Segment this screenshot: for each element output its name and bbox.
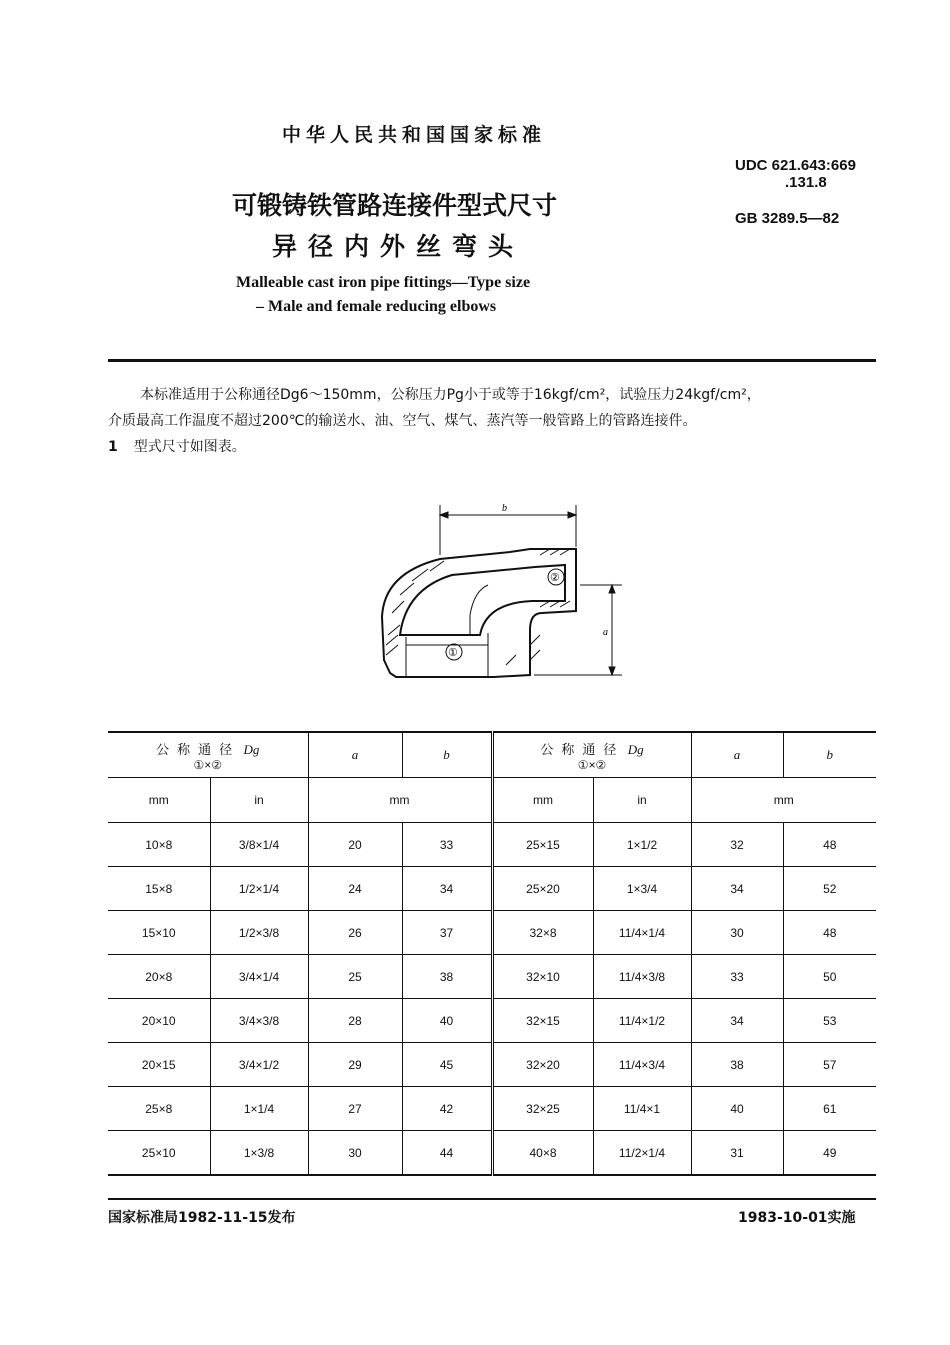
header-dg-text: 公称通径 — [540, 741, 625, 757]
title-cn-line-1: 可锻铸铁管路连接件型式尺寸 — [232, 191, 558, 220]
cell-a: 34 — [691, 867, 783, 911]
table-row — [108, 867, 876, 911]
cell-a: 27 — [308, 1087, 402, 1131]
header-a-right: a — [691, 732, 783, 778]
cell-dg-mm: 32×8 — [492, 911, 593, 955]
table-row — [108, 1087, 876, 1131]
table-row — [108, 1131, 876, 1176]
title-cn-line-2: 异径内外丝弯头 — [272, 232, 525, 261]
cell-b: 49 — [783, 1131, 876, 1176]
cell-b: 40 — [402, 999, 492, 1043]
table-row — [108, 911, 876, 955]
scope-paragraph-line-1: 本标准适用于公称通径Dg6～150mm，公称压力Pg小于或等于16kgf/cm²，试验压力24kgf/cm²， — [140, 387, 761, 403]
cell-dg-in: 1×3/8 — [210, 1131, 308, 1176]
table-row — [108, 823, 876, 867]
label-b: b — [502, 503, 507, 514]
cell-a: 24 — [308, 867, 402, 911]
cell-dg-in: 1×1/4 — [210, 1087, 308, 1131]
cell-b: 50 — [783, 955, 876, 999]
cell-a: 25 — [308, 955, 402, 999]
cell-a: 38 — [691, 1043, 783, 1087]
title-en-line-1: Malleable cast iron pipe fittings—Type size — [236, 274, 531, 291]
cell-b: 53 — [783, 999, 876, 1043]
table-row — [108, 999, 876, 1043]
unit-mm-right: mm — [492, 778, 593, 823]
cell-b: 61 — [783, 1087, 876, 1131]
cell-dg-in: 11/4×3/8 — [593, 955, 691, 999]
standard-body-heading: 中华人民共和国国家标准 — [282, 124, 547, 146]
header-divider — [108, 359, 876, 362]
cell-dg-mm: 25×10 — [108, 1131, 210, 1176]
dimension-table — [108, 731, 876, 1176]
label-end-1: ① — [448, 647, 458, 659]
cell-dg-in: 3/4×3/8 — [210, 999, 308, 1043]
header-dg-left — [108, 732, 308, 778]
cell-dg-in: 11/4×1 — [593, 1087, 691, 1131]
section-heading — [108, 436, 246, 456]
cell-dg-in: 3/4×1/2 — [210, 1043, 308, 1087]
cell-dg-mm: 20×8 — [108, 955, 210, 999]
cell-dg-mm: 20×10 — [108, 999, 210, 1043]
gb-code: GB 3289.5—82 — [735, 210, 840, 227]
cell-dg-in: 1/2×3/8 — [210, 911, 308, 955]
header-dg-right — [492, 732, 691, 778]
cell-dg-in: 1/2×1/4 — [210, 867, 308, 911]
elbow-diagram — [370, 495, 630, 685]
cell-b: 33 — [402, 823, 492, 867]
udc-code — [735, 157, 856, 191]
unit-mm-ab-left: mm — [308, 778, 492, 823]
header-dg-sub: ①×② — [193, 757, 223, 772]
header-a-left: a — [308, 732, 402, 778]
header-dg-text: 公称通径 — [156, 741, 241, 757]
cell-a: 31 — [691, 1131, 783, 1176]
cell-a: 29 — [308, 1043, 402, 1087]
table-row — [108, 955, 876, 999]
cell-b: 57 — [783, 1043, 876, 1087]
cell-b: 34 — [402, 867, 492, 911]
cell-dg-in: 1×3/4 — [593, 867, 691, 911]
cell-a: 34 — [691, 999, 783, 1043]
cell-dg-mm: 10×8 — [108, 823, 210, 867]
cell-a: 28 — [308, 999, 402, 1043]
cell-b: 45 — [402, 1043, 492, 1087]
cell-dg-mm: 32×20 — [492, 1043, 593, 1087]
unit-mm-left: mm — [108, 778, 210, 823]
cell-dg-mm: 25×15 — [492, 823, 593, 867]
section-text: 型式尺寸如图表。 — [133, 439, 246, 455]
cell-a: 20 — [308, 823, 402, 867]
cell-b: 48 — [783, 911, 876, 955]
title-en-line-2: – Male and female reducing elbows — [256, 298, 497, 315]
udc-line-2: .131.8 — [785, 174, 827, 191]
section-number: 1 — [108, 439, 118, 455]
cell-dg-mm: 25×8 — [108, 1087, 210, 1131]
cell-dg-mm: 32×15 — [492, 999, 593, 1043]
cell-b: 42 — [402, 1087, 492, 1131]
centerline-arc — [470, 585, 488, 635]
cell-dg-mm: 15×8 — [108, 867, 210, 911]
unit-in-right: in — [593, 778, 691, 823]
cell-dg-mm: 20×15 — [108, 1043, 210, 1087]
header-dg-symbol: Dg — [627, 741, 644, 757]
header-dg-sub: ①×② — [577, 757, 607, 772]
header-b-left: b — [402, 732, 492, 778]
cell-a: 33 — [691, 955, 783, 999]
cell-dg-mm: 32×25 — [492, 1087, 593, 1131]
elbow-outer-contour — [382, 549, 576, 677]
cell-a: 30 — [691, 911, 783, 955]
label-end-2: ② — [550, 572, 560, 584]
cell-dg-in: 11/4×1/2 — [593, 999, 691, 1043]
cell-dg-in: 3/4×1/4 — [210, 955, 308, 999]
cell-dg-mm: 40×8 — [492, 1131, 593, 1176]
dimension-line-b — [440, 505, 576, 555]
cell-b: 52 — [783, 867, 876, 911]
cell-dg-in: 11/2×1/4 — [593, 1131, 691, 1176]
issue-date: 国家标准局1982-11-15发布 — [108, 1210, 296, 1226]
unit-in-left: in — [210, 778, 308, 823]
cell-b: 37 — [402, 911, 492, 955]
cell-dg-mm: 25×20 — [492, 867, 593, 911]
cell-dg-in: 1×1/2 — [593, 823, 691, 867]
elbow-inner-contour — [400, 565, 565, 635]
cell-a: 30 — [308, 1131, 402, 1176]
cell-b: 38 — [402, 955, 492, 999]
cell-dg-in: 3/8×1/4 — [210, 823, 308, 867]
header-b-right: b — [783, 732, 876, 778]
header-dg-symbol: Dg — [243, 741, 260, 757]
scope-paragraph-line-2: 介质最高工作温度不超过200℃的输送水、油、空气、煤气、蒸汽等一般管路上的管路连接件。 — [108, 413, 697, 429]
unit-mm-ab-right: mm — [691, 778, 876, 823]
cell-dg-mm: 15×10 — [108, 911, 210, 955]
dimension-line-a — [534, 585, 622, 675]
cell-dg-in: 11/4×3/4 — [593, 1043, 691, 1087]
cell-a: 26 — [308, 911, 402, 955]
cell-a: 40 — [691, 1087, 783, 1131]
label-a: a — [603, 627, 608, 638]
footer-divider — [108, 1198, 876, 1200]
cell-dg-mm: 32×10 — [492, 955, 593, 999]
cell-a: 32 — [691, 823, 783, 867]
table-row — [108, 1043, 876, 1087]
cell-dg-in: 11/4×1/4 — [593, 911, 691, 955]
effective-date: 1983-10-01实施 — [738, 1210, 856, 1226]
cell-b: 44 — [402, 1131, 492, 1176]
cell-b: 48 — [783, 823, 876, 867]
udc-line-1: UDC 621.643:669 — [735, 157, 856, 174]
